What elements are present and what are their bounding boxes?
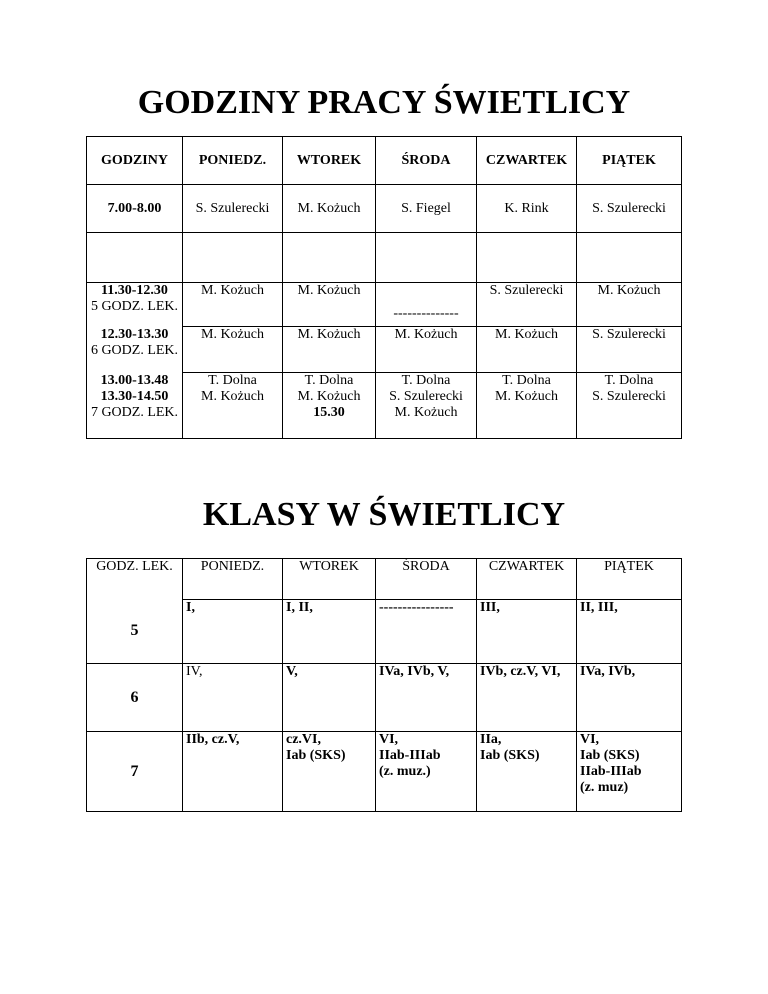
table-cell: M. Kożuch: [283, 283, 376, 327]
staff-name: M. Kożuch: [495, 389, 558, 404]
hours-table: [86, 136, 682, 439]
table-row: [87, 283, 682, 327]
table-cell: [577, 233, 682, 283]
table-cell: IVa, IVb, V,: [376, 664, 477, 732]
time-cell: [87, 373, 183, 439]
col-header: WTOREK: [283, 559, 376, 600]
staff-name: M. Kożuch: [394, 405, 458, 420]
table-cell: K. Rink: [477, 185, 577, 233]
table-cell: [183, 373, 283, 439]
col-header: PIĄTEK: [577, 137, 682, 185]
table-row: [87, 732, 682, 812]
table-cell: S. Szulerecki: [183, 185, 283, 233]
time-range: 12.30-13.30: [100, 326, 169, 342]
table-cell: [376, 233, 477, 283]
classes-table: [86, 558, 682, 812]
staff-name: T. Dolna: [502, 373, 551, 388]
staff-name: M. Kożuch: [201, 389, 264, 404]
col-header: PIĄTEK: [577, 559, 682, 600]
col-header: ŚRODA: [376, 559, 477, 600]
time-cell: [87, 283, 183, 327]
table-cell: [477, 233, 577, 283]
table-cell: [376, 373, 477, 439]
table-cell: M. Kożuch: [183, 327, 283, 373]
table-row-empty: [87, 233, 682, 283]
staff-name: T. Dolna: [401, 373, 451, 388]
end-time: 15.30: [313, 405, 345, 420]
table-cell: IVb, cz.V, VI,: [477, 664, 577, 732]
table-cell: M. Kożuch: [577, 283, 682, 327]
col-header: WTOREK: [283, 137, 376, 185]
table-cell: --------------: [376, 283, 477, 327]
hours-title: GODZINY PRACY ŚWIETLICY: [137, 84, 631, 121]
staff-name: S. Szulerecki: [389, 389, 463, 404]
time-range: 11.30-12.30: [101, 283, 168, 298]
table-cell: VI, Iab (SKS) IIab-IIIab (z. muz): [577, 732, 682, 812]
table-cell: [283, 373, 376, 439]
col-header: ŚRODA: [376, 137, 477, 185]
time-cell: [87, 327, 183, 373]
table-header-row: [87, 559, 682, 600]
table-cell: II, III,: [577, 600, 682, 664]
table-cell: [183, 233, 283, 283]
table-cell: [477, 373, 577, 439]
col-header: CZWARTEK: [477, 559, 577, 600]
table-row: [87, 327, 682, 373]
table-cell: VI, IIab-IIIab (z. muz.): [376, 732, 477, 812]
table-cell: IV,: [183, 664, 283, 732]
staff-name: S. Szulerecki: [592, 389, 666, 404]
table-cell: S. Szulerecki: [477, 283, 577, 327]
table-cell: [283, 233, 376, 283]
table-cell: M. Kożuch: [283, 185, 376, 233]
staff-name: T. Dolna: [604, 373, 654, 388]
table-cell: V,: [283, 664, 376, 732]
col-header: GODZ. LEK.: [87, 559, 183, 600]
table-cell: M. Kożuch: [376, 327, 477, 373]
table-cell: M. Kożuch: [183, 283, 283, 327]
table-cell: [87, 233, 183, 283]
table-cell: S. Szulerecki: [577, 185, 682, 233]
table-cell: M. Kożuch: [283, 327, 376, 373]
staff-name: T. Dolna: [208, 373, 257, 388]
table-cell: I,: [183, 600, 283, 664]
time-range: 13.00-13.48: [100, 372, 169, 388]
table-cell: IVa, IVb,: [577, 664, 682, 732]
table-cell: M. Kożuch: [477, 327, 577, 373]
time-range: 13.30-14.50: [100, 388, 169, 404]
table-cell: S. Szulerecki: [577, 327, 682, 373]
staff-name: M. Kożuch: [297, 389, 361, 404]
table-cell: IIa, Iab (SKS): [477, 732, 577, 812]
table-cell: [577, 373, 682, 439]
lesson-hour-cell: 6: [87, 664, 183, 732]
table-cell: I, II,: [283, 600, 376, 664]
table-header-row: [87, 137, 682, 185]
table-cell: S. Fiegel: [376, 185, 477, 233]
table-cell: cz.VI, Iab (SKS): [283, 732, 376, 812]
time-cell: 7.00-8.00: [87, 185, 183, 233]
table-row: [87, 373, 682, 439]
table-cell: III,: [477, 600, 577, 664]
lesson-hour-note: 6 GODZ. LEK.: [90, 342, 179, 358]
lesson-hour-note: 7 GODZ. LEK.: [90, 404, 179, 420]
col-header: GODZINY: [87, 137, 183, 185]
lesson-hour-cell: 5: [87, 600, 183, 664]
staff-name: T. Dolna: [304, 373, 354, 388]
col-header: PONIEDZ.: [183, 559, 283, 600]
col-header: PONIEDZ.: [183, 137, 283, 185]
lesson-hour-cell: 7: [87, 732, 183, 812]
table-row: [87, 664, 682, 732]
table-cell: ----------------: [376, 600, 477, 664]
table-cell: IIb, cz.V,: [183, 732, 283, 812]
table-row: [87, 185, 682, 233]
classes-title: KLASY W ŚWIETLICY: [202, 496, 566, 533]
lesson-hour-note: 5 GODZ. LEK.: [90, 299, 179, 314]
table-row: [87, 600, 682, 664]
col-header: CZWARTEK: [477, 137, 577, 185]
